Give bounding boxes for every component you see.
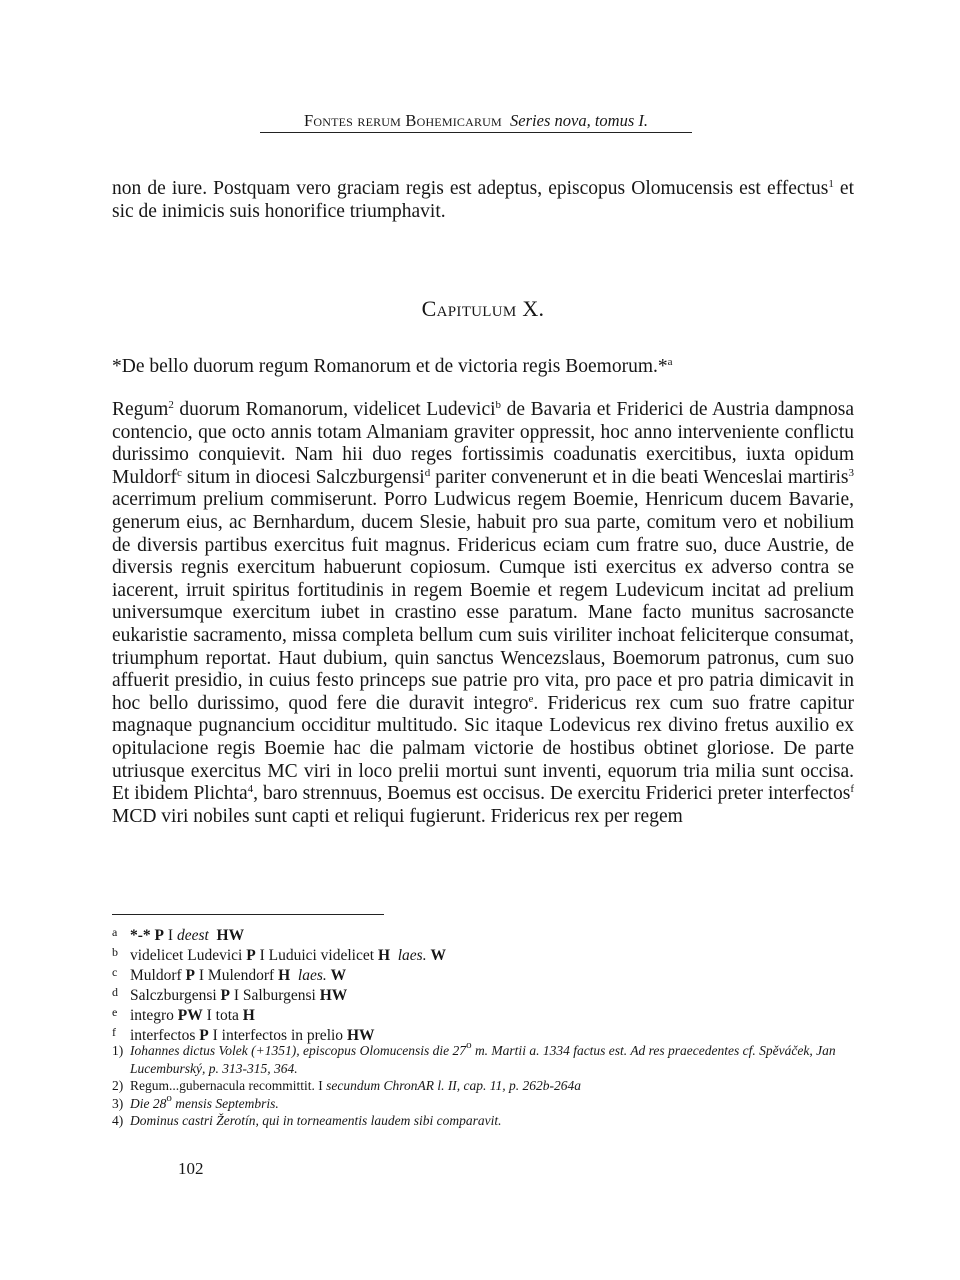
note-text-run: I Salburgensi <box>230 987 320 1004</box>
footnote-divider <box>112 914 384 915</box>
note-text-run: HW <box>216 927 245 944</box>
note-text-run: PW <box>177 1007 203 1024</box>
note-text-run: I tota <box>202 1007 243 1024</box>
note-text-run: deest <box>176 927 209 944</box>
footnote-ref-3: 3 <box>848 466 855 479</box>
note-text-run: secundum ChronAR l. II, cap. 11, p. 262b-264a <box>326 1078 582 1093</box>
apparatus-text <box>130 926 244 946</box>
note-text-run: H <box>242 1007 255 1024</box>
apparatus-entry-d <box>112 986 854 1006</box>
intro-paragraph <box>112 178 854 223</box>
text-run: de Bavaria et Friderici de Austria dampnosa contencio, que octo annis totam Almaniam graviter oppressit, hoc anno interveniente conflictu durissimo conquievit. Nam hii duo reges fortissimis coadunatis exercitibus, iuxta opidum Muldorf <box>112 399 854 488</box>
running-head-series: Series nova, tomus I. <box>510 111 648 130</box>
note-text-run: *-* <box>130 927 155 944</box>
footnote-number: 3) <box>112 1095 124 1111</box>
running-head <box>260 111 692 133</box>
footnote-2 <box>112 1077 854 1095</box>
note-text-run <box>209 927 217 944</box>
note-text-run: H <box>377 947 390 964</box>
footnote-ref-2: 2 <box>168 399 174 411</box>
apparatus-entry-b <box>112 946 854 966</box>
apparatus-ref-b: b <box>495 399 502 411</box>
text-run: acerrimum prelium commiserunt. Porro Ludwicus regem Boemie, Henricum ducem Bavarie, generum eius, ac Bernhardum, ducem Slesie, habuit pro sua parte, comitum vero et nobilium de diversis partibus exercitus fuit magnus. Fridericus eciam cum fratre suo, duce Austrie, de diversis regnis exercitum habuerunt copiosum. Cumque isti exercitus ex adverso contra se iacerent, irruit spiritus fortitudinis in regem Boemie et regem Ludevicum incitat ad prelium universumque exercitum iubet in crastino esse paratum. Mane facto munitus sacrosancte eukaristie sacramento, missa completa bellum cum suis viriliter inchoat feliciterque consumat, triumphum reportat. Haut dubium, quin sanctus Wencezslaus, Boemorum patronus, cum suo affuerit presidio, in cuius festo princeps sue patrie pro vita, pro pace et pro patria dimicavit in hoc bello durissimo, quod fere die duravit integro <box>112 489 854 714</box>
note-text-run: I Luduici videlicet <box>255 947 378 964</box>
text-run: MCD viri nobiles sunt capti et reliqui fugierunt. Fridericus rex per regem <box>112 805 683 827</box>
apparatus-ref-d: d <box>424 466 431 479</box>
note-text-run: Muldorf <box>130 967 186 984</box>
note-text-run: Salczburgensi <box>130 987 221 1004</box>
apparatus-mark: a <box>112 925 118 939</box>
text-run: situm in diocesi Salczburgensi <box>181 466 425 488</box>
note-text-run: I interfectos in prelio <box>208 1027 347 1044</box>
apparatus-mark: c <box>112 965 118 979</box>
apparatus-mark: e <box>112 1005 118 1019</box>
note-text-run: laes. <box>397 947 427 964</box>
note-text-run: Iohannes dictus Volek (+1351), episcopus Olomucensis die 27 <box>130 1043 467 1058</box>
footnote-number: 2) <box>112 1078 124 1093</box>
apparatus-text <box>130 1006 255 1026</box>
footnote-number: 1) <box>112 1043 124 1058</box>
apparatus-ref-c: c <box>177 466 182 479</box>
note-text-run: laes. <box>297 967 327 984</box>
apparatus-mark: f <box>112 1025 116 1039</box>
note-text-run: m. Martii a. 1334 factus est. Ad res praecedentes cf. Spěváček, Jan Lucemburský, p. 313-315, 364. <box>130 1043 836 1076</box>
page-number: 102 <box>178 1159 204 1178</box>
text-run: duorum Romanorum, videlicet Ludevici <box>173 399 496 420</box>
note-text-run: Dominus castri Žerotín, qui in torneamentis laudem sibi comparavit. <box>130 1113 502 1128</box>
note-text-run <box>390 947 398 964</box>
note-text-run: P <box>220 987 231 1004</box>
critical-apparatus <box>112 926 854 1046</box>
note-text-run: mensis Septembris. <box>171 1095 279 1111</box>
note-text-run: P <box>154 927 165 944</box>
note-text-run: o <box>466 1039 472 1051</box>
apparatus-mark: d <box>112 985 118 999</box>
footnote-text <box>130 1077 854 1095</box>
footnotes <box>112 1039 854 1130</box>
footnote-ref-4: 4 <box>247 783 254 796</box>
intro-text: non de iure. Postquam vero graciam regis est adeptus, episcopus Olomucensis est effectus <box>112 178 829 199</box>
document-page <box>112 0 854 1280</box>
note-text-run <box>290 967 298 984</box>
apparatus-entry-a <box>112 926 854 946</box>
note-text-run: I Mulendorf <box>195 967 279 984</box>
note-text-run: interfectos <box>130 1027 200 1044</box>
apparatus-entry-e <box>112 1006 854 1026</box>
footnote-ref-1: 1 <box>828 178 834 190</box>
apparatus-text <box>130 966 346 986</box>
footnote-text <box>130 1112 854 1130</box>
note-text-run: H <box>278 967 291 984</box>
note-text-run: Die 28 <box>130 1095 167 1111</box>
footnote-4 <box>112 1112 854 1130</box>
footnote-text <box>130 1091 854 1113</box>
apparatus-ref-e: e <box>528 692 534 705</box>
note-text-run: P <box>185 967 196 984</box>
footnote-3 <box>112 1091 854 1113</box>
footnote-text <box>130 1039 854 1077</box>
apparatus-ref-f: f <box>850 783 854 796</box>
intro-text-end: et sic de inimicis suis honorifice triumphavit. <box>112 178 854 222</box>
note-text-run: integro <box>130 1007 178 1024</box>
chapter-title: Capitulum X. <box>421 296 545 321</box>
chapter-subtitle <box>112 355 854 379</box>
note-text-run: P <box>199 1027 209 1044</box>
note-text-run: W <box>330 967 347 984</box>
footnote-1 <box>112 1039 854 1077</box>
note-text-run: HW <box>319 987 348 1004</box>
note-text-run: o <box>166 1091 172 1104</box>
apparatus-mark: b <box>112 945 118 959</box>
apparatus-text <box>130 946 446 966</box>
note-text-run: I <box>164 927 177 944</box>
apparatus-entry-c <box>112 966 854 986</box>
apparatus-ref-a: a <box>667 356 673 368</box>
apparatus-text <box>130 986 347 1006</box>
running-head-title: Fontes rerum Bohemicarum <box>304 111 502 130</box>
note-text-run: Regum...gubernacula recommittit. I <box>130 1078 327 1093</box>
text-run: Regum <box>112 399 169 420</box>
note-text-run: videlicet Ludevici <box>130 947 247 964</box>
footnote-number: 4) <box>112 1113 124 1128</box>
main-paragraph <box>112 399 854 828</box>
chapter-subtitle-text: *De bello duorum regum Romanorum et de victoria regis Boemorum.* <box>112 356 668 377</box>
text-run: . Fridericus rex cum suo fratre capitur magnaque pugnancium occiditur multitudo. Sic itaque Lodevicus rex divino fretus auxilio ex opitulacione regis Boemie hac die palmam victorie de hostibus obtinet gloriose. De parte utriusque exercitus MC viri in loco prelii mortui sunt inventi, equorum tria milia sunt occisa. Et ibidem Plichta <box>112 692 854 805</box>
text-run: , baro strennuus, Boemus est occisus. De exercitu Friderici preter interfectos <box>253 783 851 805</box>
note-text-run: W <box>430 947 446 964</box>
note-text-run: P <box>246 947 256 964</box>
text-run: pariter convenerunt et in die beati Wenceslai martiris <box>430 466 849 488</box>
note-text-run: HW <box>346 1027 375 1044</box>
